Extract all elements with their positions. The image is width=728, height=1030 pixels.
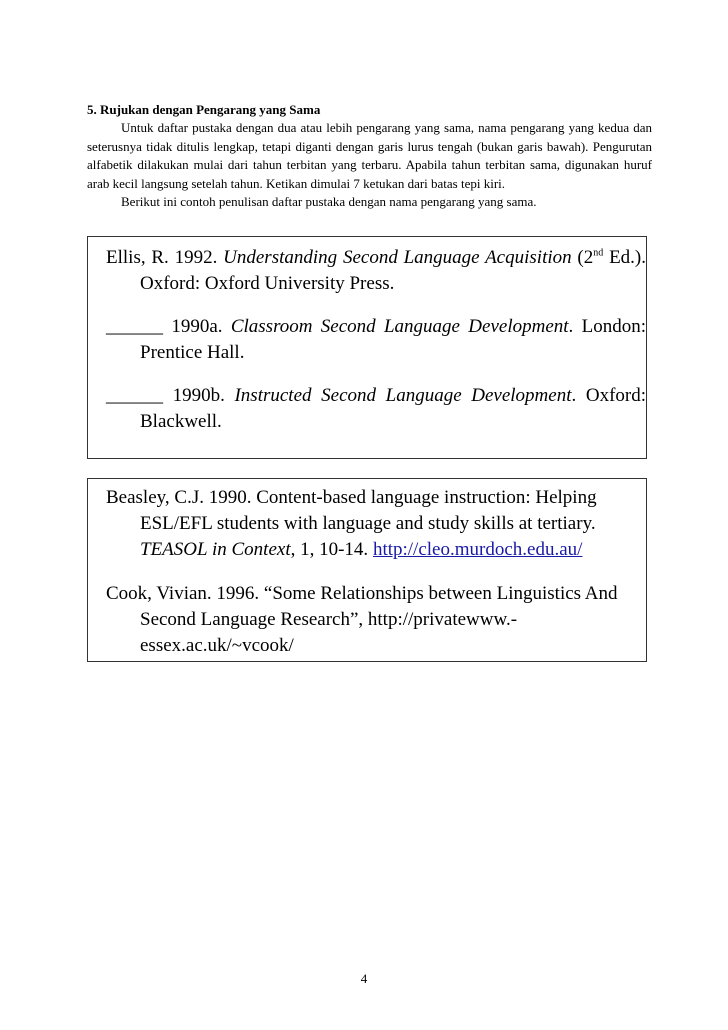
reference-title: Instructed Second Language Development <box>234 385 572 406</box>
example-box-online-sources <box>87 478 647 662</box>
reference-title: TEASOL in Context <box>140 539 291 560</box>
example-box-same-author <box>87 236 647 459</box>
reference-ellis-1990b <box>106 383 646 435</box>
section-heading: 5. Rujukan dengan Pengarang yang Sama <box>87 102 321 117</box>
reference-text: Ellis, R. 1992. <box>106 247 224 268</box>
section-intro-sentence: Berikut ini contoh penulisan daftar pustaka dengan nama pengarang yang sama. <box>121 194 537 210</box>
reference-ellis-1992 <box>106 245 646 297</box>
reference-title: Classroom Second Language Development <box>230 316 569 337</box>
reference-text: , 1, 10-14. <box>290 539 373 560</box>
reference-text: . Oxford: Blackwell. <box>140 385 647 432</box>
reference-ellis-1990a <box>106 314 646 366</box>
reference-cook-1996: Cook, Vivian. 1996. “Some Relationships between Linguistics And Second Language Research”, http://privatewww.-essex.ac.uk/~vcook/ <box>106 583 618 656</box>
reference-link[interactable]: http://cleo.murdoch.edu.au/ <box>372 539 583 560</box>
reference-beasley-1990 <box>106 485 646 563</box>
page-number: 4 <box>360 971 368 986</box>
reference-text: ______ 1990a. <box>106 316 231 337</box>
superscript: nd <box>593 247 604 259</box>
reference-text: Ed.). Oxford: Oxford University Press. <box>140 247 646 294</box>
reference-text: Beasley, C.J. 1990. Content-based language instruction: Helping ESL/EFL students with language and study skills at tertiary. <box>106 487 597 534</box>
reference-text: (2 <box>571 247 594 268</box>
section-5 <box>87 101 652 211</box>
reference-text: . London: Prentice Hall. <box>140 316 647 363</box>
section-paragraph: Untuk daftar pustaka dengan dua atau lebih pengarang yang sama, nama pengarang yang kedua dan seterusnya tidak ditulis lengkap, tetapi diganti dengan garis lurus tengah (bukan garis bawah). Pengurutan alfabetik dilakukan mulai dari tahun terbitan yang terbaru. Apabila tahun terbitan sama, digunakan huruf arab kecil langsung setelah tahun. Ketikan dimulai 7 ketukan dari batas tepi kiri. <box>87 120 652 191</box>
reference-text: ______ 1990b. <box>106 385 235 406</box>
reference-title: Understanding Second Language Acquisition <box>223 247 572 268</box>
